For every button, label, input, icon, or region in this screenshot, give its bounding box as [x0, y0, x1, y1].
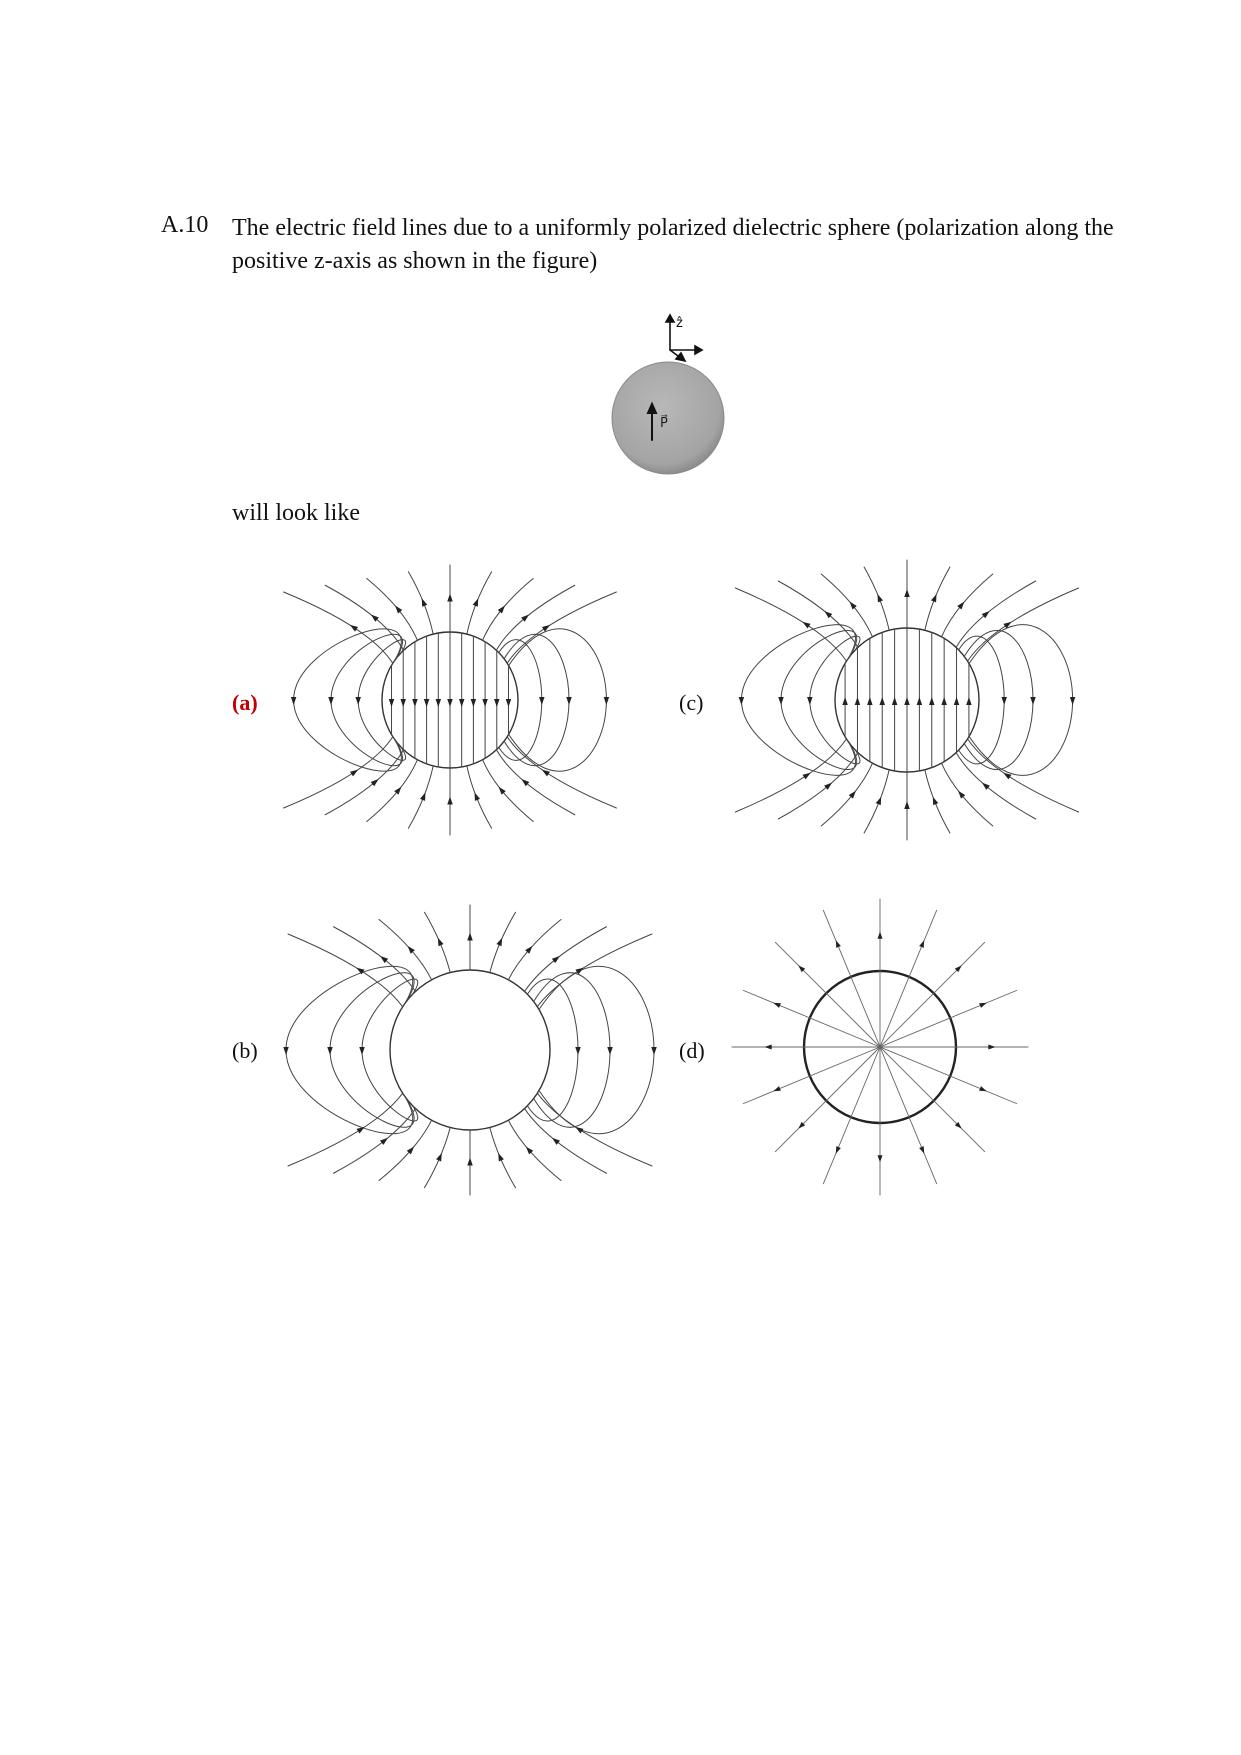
- field-line-arrow: [575, 1047, 581, 1055]
- option-b-label[interactable]: (b): [232, 1038, 258, 1063]
- field-line-arrow: [447, 797, 453, 805]
- open-field-line: [425, 912, 451, 972]
- field-line-arrow: [350, 770, 358, 777]
- field-line-arrow: [467, 933, 473, 941]
- radial-field-line: [880, 1047, 937, 1184]
- field-line-arrow: [878, 1155, 883, 1162]
- question-text: The electric field lines due to a uniformly polarized dielectric sphere (polarization along the positive z-axis as shown in the figure): [232, 215, 1114, 274]
- field-line-arrow: [436, 1153, 442, 1161]
- field-line-arrow: [420, 792, 426, 800]
- field-line-arrow: [904, 589, 910, 597]
- open-field-line: [408, 766, 433, 828]
- open-field-line: [367, 579, 418, 641]
- open-field-line: [334, 927, 416, 992]
- interior-field-arrow: [879, 697, 885, 705]
- field-line-arrow: [807, 697, 813, 705]
- interior-field-arrow: [917, 697, 923, 705]
- field-line-arrow: [1070, 697, 1076, 705]
- field-line-arrow: [291, 697, 297, 705]
- radial-field-line: [775, 942, 880, 1047]
- interior-field-arrow: [447, 699, 453, 707]
- field-line-arrow: [919, 1146, 924, 1154]
- open-field-line: [379, 920, 432, 980]
- field-line-arrow: [539, 697, 545, 705]
- interior-field-arrow: [904, 697, 910, 705]
- field-line-arrow: [438, 938, 444, 946]
- open-field-line: [467, 766, 492, 828]
- field-line-arrow: [575, 1127, 583, 1134]
- interior-field-arrow: [412, 699, 418, 707]
- open-field-line: [490, 1128, 516, 1188]
- interior-field-arrow: [471, 699, 477, 707]
- interior-field-arrow: [494, 699, 500, 707]
- radial-field-line: [880, 942, 985, 1047]
- open-field-line: [284, 592, 393, 663]
- interior-field-arrow: [424, 699, 430, 707]
- open-field-line: [288, 1093, 403, 1166]
- field-line-arrow: [850, 602, 857, 610]
- radial-field-line: [775, 1047, 880, 1152]
- field-line-arrow: [931, 594, 937, 602]
- field-line-arrow: [542, 770, 550, 777]
- open-field-line: [483, 760, 534, 822]
- field-line-arrow: [876, 797, 882, 805]
- polarization-label: P⃗: [660, 416, 668, 431]
- field-line-arrow: [552, 1138, 560, 1145]
- field-line-arrow: [607, 1047, 613, 1055]
- field-line-arrow: [919, 940, 924, 948]
- field-line-arrow: [395, 606, 402, 614]
- radial-field-line: [743, 990, 880, 1047]
- open-field-line: [379, 1120, 432, 1180]
- field-line-arrow: [327, 1047, 333, 1055]
- field-line-arrow: [904, 801, 910, 809]
- open-field-line: [408, 572, 433, 634]
- interior-field-arrow: [867, 697, 873, 705]
- open-field-line: [507, 737, 616, 808]
- open-field-line: [284, 737, 393, 808]
- field-line-arrow: [380, 956, 388, 963]
- open-field-line: [334, 1109, 416, 1174]
- radial-field-line: [743, 1047, 880, 1104]
- field-line-arrow: [475, 792, 481, 800]
- option-b-field-diagram[interactable]: [290, 900, 650, 1200]
- field-line-arrow: [566, 697, 572, 705]
- option-d-label[interactable]: (d): [679, 1038, 705, 1063]
- field-line-arrow: [878, 932, 883, 939]
- option-c-field-diagram[interactable]: [735, 555, 1080, 845]
- field-line-arrow: [422, 598, 428, 606]
- polarized-sphere-figure: [600, 305, 740, 475]
- field-line-arrow: [1030, 697, 1036, 705]
- field-line-arrow: [933, 797, 939, 805]
- interior-field-arrow: [400, 699, 406, 707]
- open-field-line: [425, 1128, 451, 1188]
- radial-field-line: [880, 910, 937, 1047]
- radial-field-line: [823, 1047, 880, 1184]
- field-line-arrow: [552, 956, 560, 963]
- open-field-line: [942, 763, 993, 826]
- open-field-line: [537, 934, 652, 1007]
- open-field-line: [483, 579, 534, 641]
- open-field-line: [525, 927, 607, 992]
- field-line-arrow: [836, 940, 841, 948]
- field-line-arrow: [355, 697, 361, 705]
- open-field-line: [925, 770, 950, 833]
- field-line-arrow: [957, 602, 964, 610]
- open-field-line: [490, 912, 516, 972]
- open-field-line: [367, 760, 418, 822]
- field-line-arrow: [350, 625, 358, 632]
- field-line-arrow: [496, 938, 502, 946]
- radial-field-line: [880, 990, 1017, 1047]
- field-line-arrow: [498, 606, 505, 614]
- field-line-arrow: [328, 697, 334, 705]
- open-field-line: [508, 920, 561, 980]
- field-line-arrow: [604, 697, 610, 705]
- field-line-arrow: [802, 622, 810, 629]
- field-line-arrow: [803, 773, 811, 780]
- field-line-arrow: [498, 1153, 504, 1161]
- question-number: A.10: [161, 212, 209, 238]
- open-field-line: [508, 1120, 561, 1180]
- option-c-label[interactable]: (c): [679, 690, 704, 715]
- interior-field-arrow: [482, 699, 488, 707]
- open-field-line: [507, 592, 616, 663]
- field-line-arrow: [878, 594, 884, 602]
- z-axis-label: ẑ: [676, 316, 683, 331]
- option-a-field-diagram[interactable]: [290, 560, 620, 840]
- interior-field-arrow: [892, 697, 898, 705]
- field-line-arrow: [773, 1086, 781, 1091]
- field-line-arrow: [979, 1086, 987, 1091]
- sphere-outline: [390, 970, 550, 1130]
- open-field-line: [537, 1093, 652, 1166]
- closed-field-line: [294, 629, 402, 771]
- radial-field-line: [880, 1047, 1017, 1104]
- closed-field-line: [330, 973, 414, 1128]
- field-line-arrow: [739, 697, 745, 705]
- interior-field-arrow: [842, 697, 848, 705]
- option-d-field-diagram[interactable]: [730, 905, 1030, 1200]
- dielectric-sphere: [612, 362, 724, 474]
- field-line-arrow: [447, 594, 453, 602]
- open-field-line: [864, 567, 889, 630]
- field-line-arrow: [836, 1146, 841, 1154]
- open-field-line: [821, 574, 872, 637]
- field-line-arrow: [988, 1045, 995, 1050]
- field-line-arrow: [473, 598, 479, 606]
- field-line-arrow: [651, 1047, 657, 1055]
- field-line-arrow: [380, 1138, 388, 1145]
- question-continuation: will look like: [232, 500, 360, 526]
- interior-field-arrow: [855, 697, 861, 705]
- field-line-arrow: [467, 1158, 473, 1166]
- interior-field-arrow: [941, 697, 947, 705]
- open-field-line: [864, 770, 889, 833]
- field-line-arrow: [1001, 697, 1007, 705]
- closed-field-line: [534, 973, 610, 1128]
- open-field-line: [467, 572, 492, 634]
- field-line-arrow: [778, 697, 784, 705]
- radial-field-line: [880, 1047, 985, 1152]
- option-a-label[interactable]: (a): [232, 690, 258, 715]
- interior-field-arrow: [436, 699, 442, 707]
- interior-field-arrow: [954, 697, 960, 705]
- open-field-line: [288, 934, 403, 1007]
- interior-field-arrow: [966, 697, 972, 705]
- closed-field-line: [286, 966, 413, 1133]
- interior-field-arrow: [929, 697, 935, 705]
- interior-field-arrow: [506, 699, 512, 707]
- interior-field-arrow: [459, 699, 465, 707]
- field-line-arrow: [979, 1003, 987, 1008]
- open-field-line: [925, 567, 950, 630]
- open-field-line: [525, 1109, 607, 1174]
- closed-field-line: [741, 625, 855, 776]
- open-field-line: [821, 763, 872, 826]
- field-line-arrow: [359, 1047, 365, 1055]
- field-line-arrow: [765, 1045, 772, 1050]
- interior-field-arrow: [389, 699, 395, 707]
- open-field-line: [942, 574, 993, 637]
- field-line-arrow: [357, 1127, 365, 1134]
- radial-field-line: [823, 910, 880, 1047]
- field-line-arrow: [773, 1003, 781, 1008]
- field-line-arrow: [283, 1047, 289, 1055]
- axis-icon: [666, 315, 702, 361]
